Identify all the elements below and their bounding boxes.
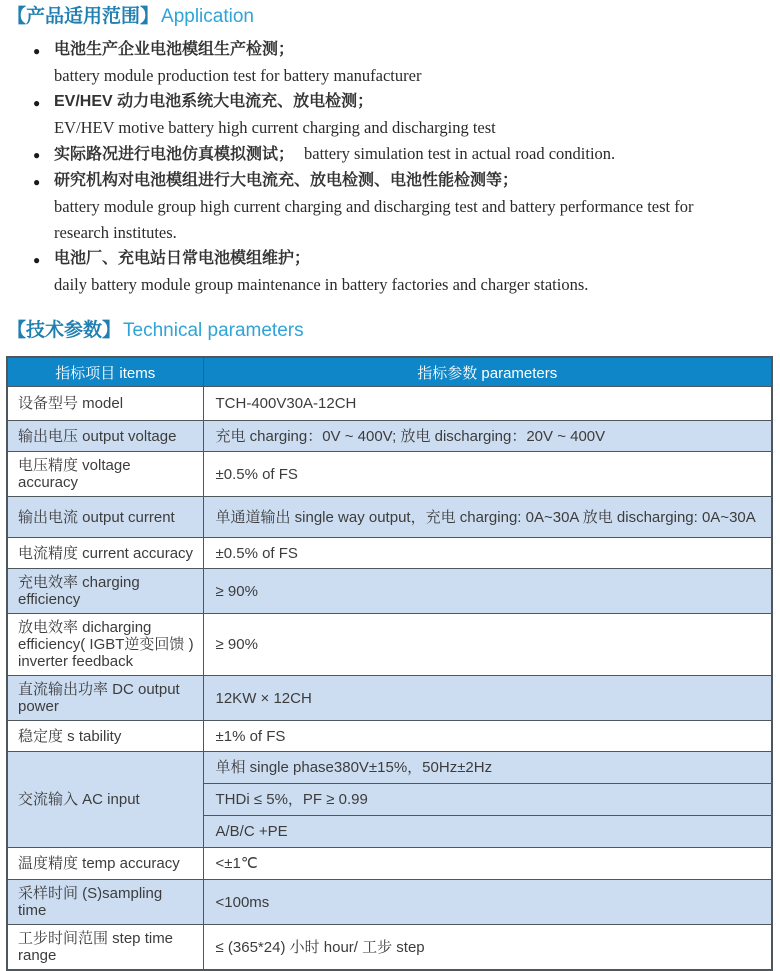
table-cell-item: 直流输出功率 DC output power <box>7 676 203 721</box>
table-cell-item: 输出电流 output current <box>7 497 203 538</box>
bullet-text-en: battery module group high current charging and discharging test and battery performance test for research institutes. <box>54 197 694 242</box>
table-row-charging-efficiency <box>7 569 772 614</box>
bullet-icon: ● <box>33 44 41 58</box>
table-row-model <box>7 387 772 421</box>
bullet-text-combined <box>54 141 774 168</box>
bullet-text-en: daily battery module group maintenance in battery factories and charger stations. <box>54 275 589 294</box>
bullet-text-zh: 电池生产企业电池模组生产检测； <box>54 41 295 58</box>
table-cell-value: <100ms <box>203 880 772 925</box>
table-cell-value: ±0.5% of FS <box>203 452 772 497</box>
table-cell-value: 12KW × 12CH <box>203 676 772 721</box>
bullet-text-en: EV/HEV motive battery high current charging and discharging test <box>54 118 496 137</box>
list-item <box>33 141 774 168</box>
table-header-parameters: 指标参数 parameters <box>203 357 772 387</box>
application-section-title <box>7 4 774 30</box>
technical-parameters-section-title <box>7 318 774 344</box>
bullet-icon: ● <box>33 96 41 110</box>
table-cell-value: 单通道输出 single way output，充电 charging: 0A~30A 放电 discharging: 0A~30A <box>203 497 772 538</box>
table-row-voltage-accuracy <box>7 452 772 497</box>
list-item <box>33 37 774 89</box>
table-cell-value: <±1℃ <box>203 848 772 880</box>
table-row-dc-output-power <box>7 676 772 721</box>
table-header-row <box>7 357 772 387</box>
table-cell-item: 工步时间范围 step time range <box>7 925 203 971</box>
table-cell-item: 温度精度 temp accuracy <box>7 848 203 880</box>
technical-parameters-table <box>6 356 773 971</box>
table-cell-item: 电流精度 current accuracy <box>7 538 203 569</box>
table-cell-item: 电压精度 voltage accuracy <box>7 452 203 497</box>
list-item <box>33 89 774 141</box>
table-cell-item: 采样时间 (S)sampling time <box>7 880 203 925</box>
table-row-current-accuracy <box>7 538 772 569</box>
table-cell-value: ±0.5% of FS <box>203 538 772 569</box>
table-cell-value: ≤ (365*24) 小时 hour/ 工步 step <box>203 925 772 971</box>
application-title-en: Application <box>161 6 254 27</box>
table-cell-value: TCH-400V30A-12CH <box>203 387 772 421</box>
bullet-text-zh: 研究机构对电池模组进行大电流充、放电检测、电池性能检测等； <box>54 172 519 189</box>
table-row-ac-input <box>7 752 772 784</box>
application-title-zh: 【产品适用范围】 <box>7 6 160 27</box>
table-row-stability <box>7 721 772 752</box>
table-cell-item: 交流输入 AC input <box>7 752 203 848</box>
bullet-icon: ● <box>33 253 41 267</box>
table-cell-value: 单相 single phase380V±15%，50Hz±2Hz <box>203 752 772 784</box>
table-cell-item: 放电效率 dicharging efficiency( IGBT逆变回馈 ) inverter feedback <box>7 614 203 676</box>
bullet-text-zh: EV/HEV 动力电池系统大电流充、放电检测； <box>54 93 374 110</box>
bullet-text-zh: 电池厂、充电站日常电池模组维护； <box>54 250 311 267</box>
table-cell-value: ±1% of FS <box>203 721 772 752</box>
table-row-output-current <box>7 497 772 538</box>
list-item <box>33 168 774 246</box>
table-cell-item: 稳定度 s tability <box>7 721 203 752</box>
table-row-step-time-range <box>7 925 772 971</box>
table-cell-item: 充电效率 charging efficiency <box>7 569 203 614</box>
table-row-temp-accuracy <box>7 848 772 880</box>
table-cell-value: ≥ 90% <box>203 614 772 676</box>
technical-parameters-title-zh: 【技术参数】 <box>7 320 122 341</box>
technical-parameters-title-en: Technical parameters <box>123 320 304 341</box>
table-cell-item: 设备型号 model <box>7 387 203 421</box>
bullet-text-en: battery module production test for battery manufacturer <box>54 66 422 85</box>
table-cell-item: 输出电压 output voltage <box>7 421 203 452</box>
table-row-sampling-time <box>7 880 772 925</box>
bullet-icon: ● <box>33 175 41 189</box>
list-item <box>33 246 774 298</box>
table-cell-value: THDi ≤ 5%，PF ≥ 0.99 <box>203 784 772 816</box>
bullet-icon: ● <box>33 148 41 162</box>
table-cell-value: 充电 charging：0V ~ 400V; 放电 discharging：20V ~ 400V <box>203 421 772 452</box>
table-header-items: 指标项目 items <box>7 357 203 387</box>
table-row-output-voltage <box>7 421 772 452</box>
bullet-text-zh: 实际路况进行电池仿真模拟测试； <box>54 146 295 163</box>
bullet-text-en: battery simulation test in actual road condition. <box>304 144 616 163</box>
table-row-discharging-efficiency <box>7 614 772 676</box>
table-cell-value: ≥ 90% <box>203 569 772 614</box>
table-cell-value: A/B/C +PE <box>203 816 772 848</box>
application-bullet-list <box>33 37 774 298</box>
